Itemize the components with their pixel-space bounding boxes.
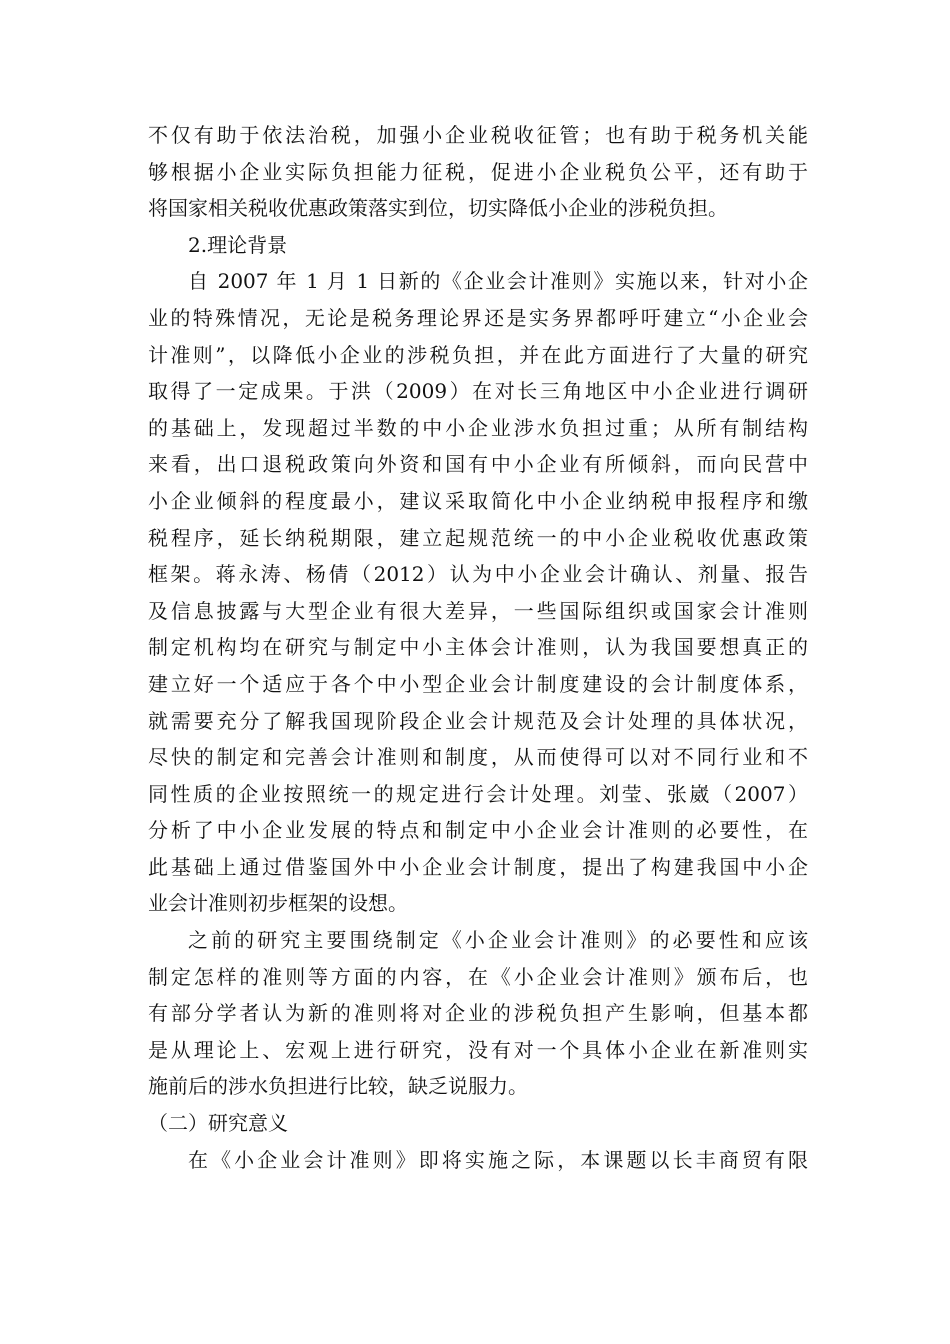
- paragraph-line: 及信息披露与大型企业有很大差异，一些国际组织或国家会计准则: [148, 598, 808, 623]
- paragraph-line: 同性质的企业按照统一的规定进行会计处理。刘莹、张崴（2007）: [148, 781, 808, 806]
- paragraph-line: 制定机构均在研究与制定中小主体会计准则，认为我国要想真正的: [148, 635, 808, 660]
- paragraph-line: 在《小企业会计准则》即将实施之际，本课题以长丰商贸有限: [188, 1147, 808, 1172]
- paragraph-line: 之前的研究主要围绕制定《小企业会计准则》的必要性和应该: [188, 928, 808, 953]
- paragraph-line: 框架。蒋永涛、杨倩（2012）认为中小企业会计确认、剂量、报告: [148, 562, 808, 587]
- paragraph-line: 就需要充分了解我国现阶段企业会计规范及会计处理的具体状况，: [148, 708, 808, 733]
- paragraph-line: 分析了中小企业发展的特点和制定中小企业会计准则的必要性，在: [148, 818, 808, 843]
- paragraph-line: 施前后的涉水负担进行比较，缺乏说服力。: [148, 1074, 528, 1099]
- section-heading: （二）研究意义: [148, 1111, 288, 1136]
- paragraph-line: 尽快的制定和完善会计准则和制度，从而使得可以对不同行业和不: [148, 745, 808, 770]
- body-text: [148, 117, 808, 1178]
- paragraph-line: 取得了一定成果。于洪（2009）在对长三角地区中小企业进行调研: [148, 379, 808, 404]
- paragraph-line: 自 2007 年 1 月 1 日新的《企业会计准则》实施以来，针对小企: [188, 269, 808, 294]
- paragraph-line: 来看，出口退税政策向外资和国有中小企业有所倾斜，而向民营中: [148, 452, 808, 477]
- paragraph-line: 税程序，延长纳税期限，建立起规范统一的中小企业税收优惠政策: [148, 525, 808, 550]
- paragraph-line: 的基础上，发现超过半数的中小企业涉水负担过重；从所有制结构: [148, 415, 808, 440]
- paragraph-line: 建立好一个适应于各个中小型企业会计制度建设的会计制度体系，: [148, 671, 808, 696]
- paragraph-line: 将国家相关税收优惠政策落实到位，切实降低小企业的涉税负担。: [148, 196, 728, 221]
- subsection-heading: 2.理论背景: [188, 232, 288, 257]
- paragraph-line: 计准则”，以降低小企业的涉税负担，并在此方面进行了大量的研究: [148, 342, 808, 367]
- paragraph-line: 业会计准则初步框架的设想。: [148, 891, 408, 916]
- paragraph-line: 是从理论上、宏观上进行研究，没有对一个具体小企业在新准则实: [148, 1037, 808, 1062]
- paragraph-line: 小企业倾斜的程度最小，建议采取简化中小企业纳税申报程序和缴: [148, 488, 808, 513]
- paragraph-line: 不仅有助于依法治税，加强小企业税收征管；也有助于税务机关能: [148, 123, 808, 147]
- paragraph-line: 此基础上通过借鉴国外中小企业会计制度，提出了构建我国中小企: [148, 854, 808, 879]
- paragraph-line: 有部分学者认为新的准则将对企业的涉税负担产生影响，但基本都: [148, 1001, 808, 1026]
- paragraph-line: 够根据小企业实际负担能力征税，促进小企业税负公平，还有助于: [148, 159, 808, 184]
- paragraph-line: 制定怎样的准则等方面的内容，在《小企业会计准则》颁布后，也: [148, 964, 808, 989]
- paragraph-line: 业的特殊情况，无论是税务理论界还是实务界都呼吁建立“小企业会: [148, 305, 808, 330]
